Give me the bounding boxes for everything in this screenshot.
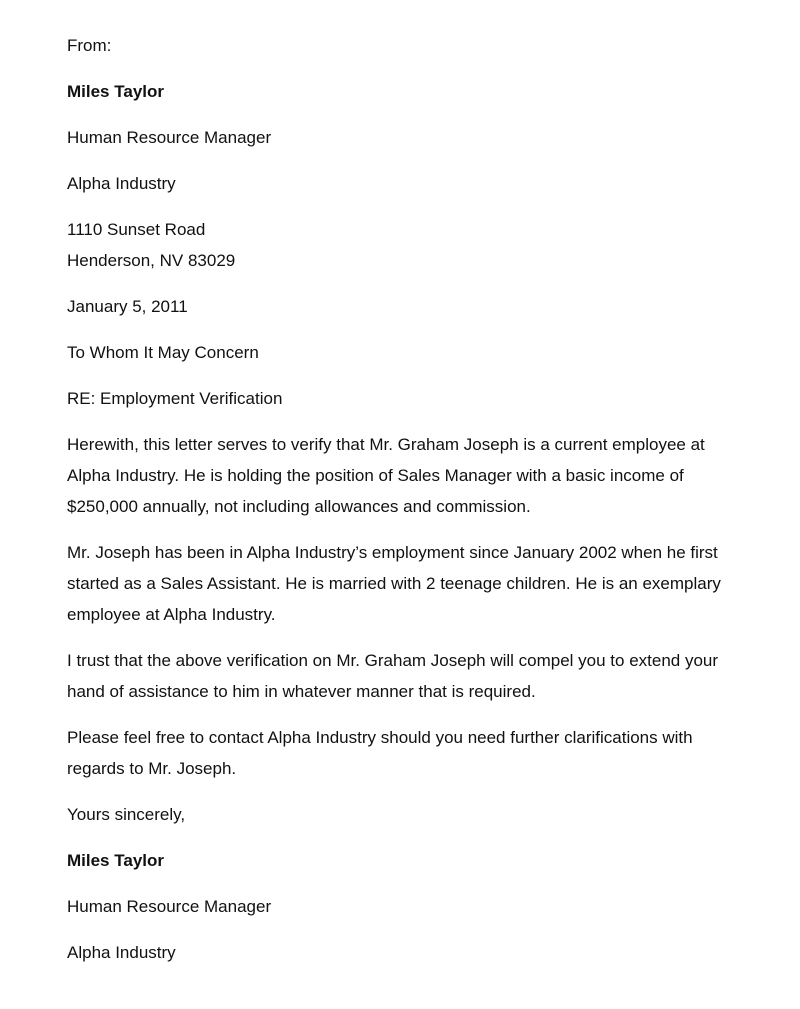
salutation: To Whom It May Concern bbox=[67, 343, 259, 362]
sender-address bbox=[67, 214, 737, 276]
subject-line: RE: Employment Verification bbox=[67, 389, 283, 408]
letter-date: January 5, 2011 bbox=[67, 297, 188, 316]
signature-company: Alpha Industry bbox=[67, 943, 176, 962]
from-label: From: bbox=[67, 36, 112, 55]
letter-page bbox=[67, 30, 737, 968]
sender-address-line1: 1110 Sunset Road bbox=[67, 220, 206, 239]
sender-company: Alpha Industry bbox=[67, 174, 176, 193]
body-paragraph-2: Mr. Joseph has been in Alpha Industry’s employment since January 2002 when he first started as a Sales Assistant. He is married with 2 teenage children. He is an exemplary employee at Alpha Industry. bbox=[67, 543, 721, 624]
closing: Yours sincerely, bbox=[67, 805, 186, 824]
body-paragraph-3: I trust that the above verification on Mr. Graham Joseph will compel you to extend your hand of assistance to him in whatever manner that is required. bbox=[67, 651, 719, 701]
body-paragraph-1: Herewith, this letter serves to verify that Mr. Graham Joseph is a current employee at Alpha Industry. He is holding the position of Sales Manager with a basic income of $250,000 annually, not including allowances and commission. bbox=[67, 435, 705, 516]
body-paragraph-4: Please feel free to contact Alpha Industry should you need further clarifications with regards to Mr. Joseph. bbox=[67, 728, 693, 778]
signature-name: Miles Taylor bbox=[67, 851, 164, 870]
sender-name: Miles Taylor bbox=[67, 82, 164, 101]
sender-title: Human Resource Manager bbox=[67, 128, 272, 147]
sender-address-line2: Henderson, NV 83029 bbox=[67, 251, 236, 270]
signature-title: Human Resource Manager bbox=[67, 897, 272, 916]
